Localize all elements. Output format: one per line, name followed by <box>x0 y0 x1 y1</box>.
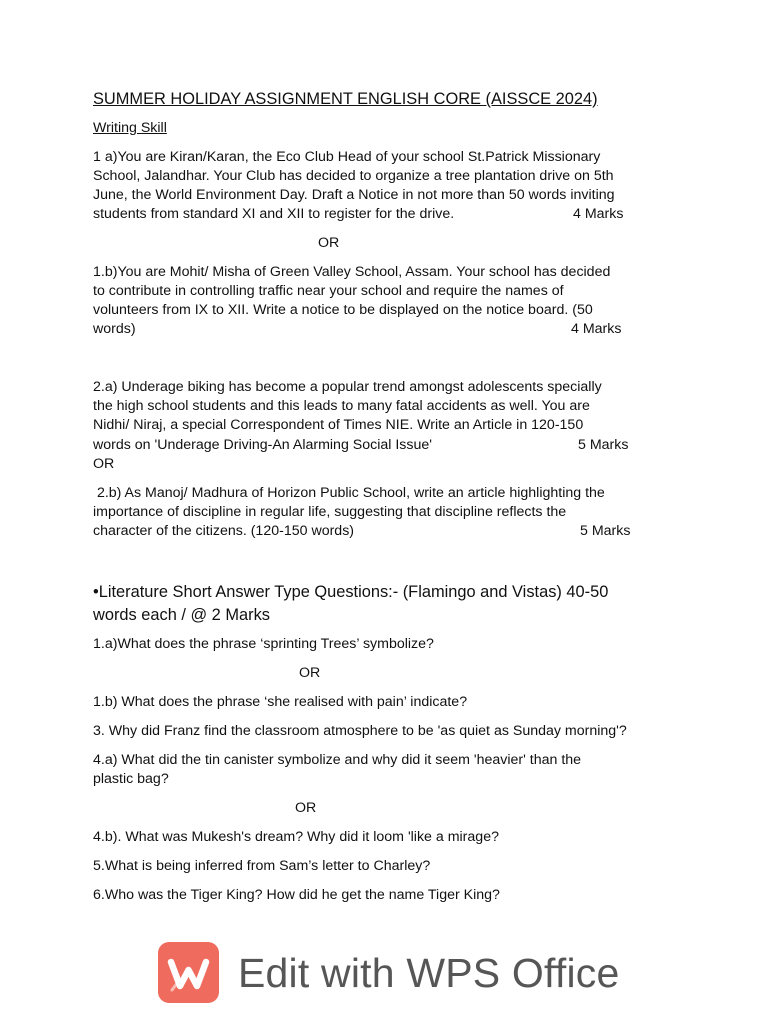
q1a-line-4: students from standard XI and XII to register for the drive. <box>93 206 455 222</box>
lit-q5: 5.What is being inferred from Sam’s letter to Charley? <box>93 858 431 874</box>
q2b-line-2: importance of discipline in regular life, suggesting that discipline reflects the <box>93 504 567 520</box>
lit-q3: 3. Why did Franz find the classroom atmosphere to be 'as quiet as Sunday morning'? <box>93 723 627 739</box>
q2b-line-3: character of the citizens. (120-150 words) <box>93 523 355 539</box>
lit-q1a: 1.a)What does the phrase ‘sprinting Trees’ symbolize? <box>93 636 434 652</box>
q1a-line-3: June, the World Environment Day. Draft a Notice in not more than 50 words inviting <box>93 187 615 203</box>
q1a-marks: 4 Marks <box>573 206 624 222</box>
q2b-marks: 5 Marks <box>580 523 631 539</box>
q1b-marks: 4 Marks <box>571 321 622 337</box>
q2a-line-4: words on 'Underage Driving-An Alarming Social Issue' <box>93 437 432 453</box>
literature-heading-line-1: •Literature Short Answer Type Questions:- (Flamingo and Vistas) 40-50 <box>93 583 609 601</box>
q2a-marks: 5 Marks <box>578 437 629 453</box>
or-divider-4: OR <box>295 800 317 816</box>
q1b-line-2: to contribute in controlling traffic near your school and require the names of <box>93 283 564 299</box>
q1a-line-1: 1 a)You are Kiran/Karan, the Eco Club Head of your school St.Patrick Missionary <box>93 149 601 165</box>
q1b-line-1: 1.b)You are Mohit/ Misha of Green Valley School, Assam. Your school has decided <box>93 264 611 280</box>
or-divider-2: OR <box>93 456 115 472</box>
q2a-line-2: the high school students and this leads to many fatal accidents as well. You are <box>93 398 590 414</box>
wps-w-logo-icon <box>158 942 219 1003</box>
lit-q6: 6.Who was the Tiger King? How did he get the name Tiger King? <box>93 887 500 903</box>
lit-q4a-line-2: plastic bag? <box>93 771 169 787</box>
q2a-line-3: Nidhi/ Niraj, a special Correspondent of Times NIE. Write an Article in 120-150 <box>93 417 584 433</box>
wps-watermark-text: Edit with WPS Office <box>238 950 620 996</box>
q1a-line-2: School, Jalandhar. Your Club has decided to organize a tree plantation drive on 5th <box>93 168 614 184</box>
or-divider-3: OR <box>299 665 321 681</box>
q2b-line-1: 2.b) As Manoj/ Madhura of Horizon Public School, write an article highlighting the <box>93 485 605 501</box>
q1b-line-3: volunteers from IX to XII. Write a notice to be displayed on the notice board. (50 <box>93 302 593 318</box>
wps-watermark[interactable] <box>158 941 638 1005</box>
lit-q4b: 4.b). What was Mukesh's dream? Why did it loom 'like a mirage? <box>93 829 499 845</box>
lit-q4a-line-1: 4.a) What did the tin canister symbolize and why did it seem 'heavier' than the <box>93 752 582 768</box>
q2a-line-1: 2.a) Underage biking has become a popular trend amongst adolescents specially <box>93 379 602 395</box>
q1b-line-4: words) <box>93 321 136 337</box>
literature-heading-line-2: words each / @ 2 Marks <box>93 606 270 624</box>
or-divider-1: OR <box>318 235 340 251</box>
lit-q1b: 1.b) What does the phrase ‘she realised with pain’ indicate? <box>93 694 468 710</box>
assignment-title: SUMMER HOLIDAY ASSIGNMENT ENGLISH CORE (AISSCE 2024) <box>93 90 598 108</box>
section-writing-skill: Writing Skill <box>93 120 167 136</box>
